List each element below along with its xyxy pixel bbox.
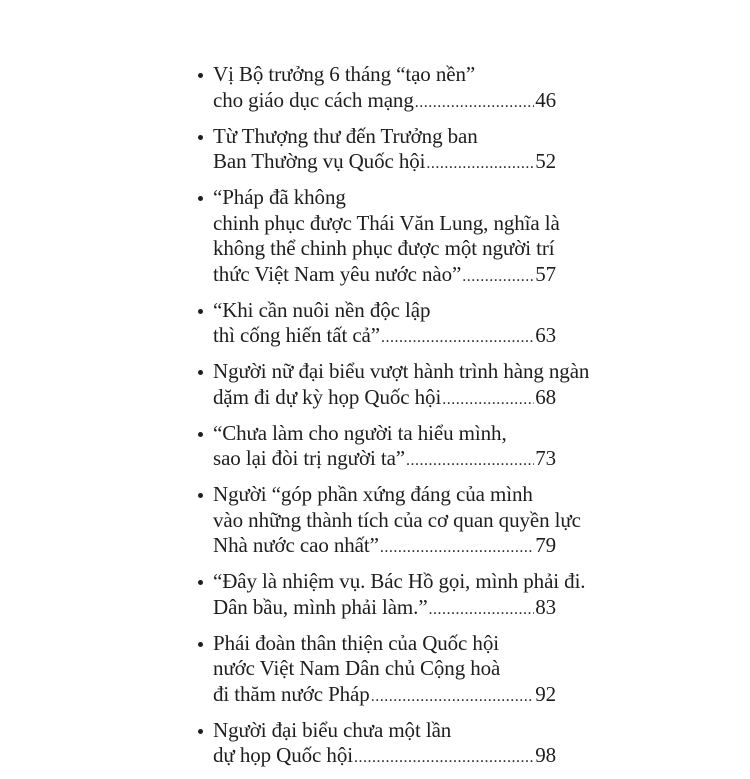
page-number: 83 [535,594,556,619]
bullet-icon [198,309,203,314]
entry-title-line: Người “góp phần xứng đáng của mình [213,482,533,506]
bullet-icon [198,196,203,201]
page-number: 73 [535,446,556,470]
bullet-icon [198,73,203,78]
entry-title-line: Từ Thượng thư đến Trưởng ban [213,123,478,148]
entry-title-line: Người đại biểu chưa một lần [213,717,452,742]
bullet-icon [198,370,203,375]
entry-title-line: dặm đi dự kỳ họp Quốc hội [213,384,442,409]
toc-entry [196,482,581,561]
dot-leader [354,745,534,771]
entry-title-line: “Khi cần nuôi nền độc lập [213,297,431,322]
dot-leader [381,325,534,351]
page-number: 98 [535,743,556,767]
bullet-icon [198,729,203,734]
bullet-icon [198,642,203,647]
dot-leader [426,151,534,177]
dot-leader [462,264,534,290]
entry-title-line: chinh phục được Thái Văn Lung, nghĩa là [213,210,560,235]
page-number: 46 [535,87,556,112]
entry-title-line: Phái đoàn thân thiện của Quốc hội [213,630,499,655]
dot-leader [442,387,534,413]
entry-title-line: Vị Bộ trưởng 6 tháng “tạo nền” [213,62,476,86]
entry-title-line: Nhà nước cao nhất” [213,533,379,557]
toc-entry [196,421,556,474]
entry-title-line: thức Việt Nam yêu nước nào” [213,261,462,286]
entry-title-line: nước Việt Nam Dân chủ Cộng hoà [213,656,501,680]
page-number: 92 [535,681,556,706]
entry-title-line: đi thăm nước Pháp [213,681,370,706]
entry-title-line: Ban Thường vụ Quốc hội [213,149,426,173]
toc-entry [196,718,556,771]
toc-entry [196,359,590,412]
page-number: 63 [535,323,556,347]
entry-title-line: dự họp Quốc hội [213,743,353,767]
bullet-icon [198,493,203,498]
entry-title-line: thì cống hiến tất cả” [213,323,380,347]
entry-title-line: Dân bầu, mình phải làm.” [213,594,428,619]
toc-entry [196,631,556,710]
dot-leader [380,535,534,561]
toc-entry [196,62,556,115]
bullet-icon [198,135,203,140]
bullet-icon [198,432,203,437]
page-number: 57 [535,261,556,286]
toc-entry [196,569,586,622]
toc-entry [196,124,556,177]
page-number: 68 [535,384,556,409]
page-number: 79 [535,533,556,557]
bullet-icon [198,580,203,585]
dot-leader [371,684,535,710]
entry-title-line: vào những thành tích của cơ quan quyền lực [213,507,581,532]
entry-title-line: không thể chinh phục được một người trí [213,236,555,260]
entry-title-line: “Chưa làm cho người ta hiểu mình, [213,420,507,445]
entry-title-line: Người nữ đại biểu vượt hành trình hàng ngàn [213,359,590,383]
entry-title-line: “Đây là nhiệm vụ. Bác Hồ gọi, mình phải đi. [213,569,586,593]
dot-leader [429,597,535,623]
toc-entry [196,185,560,289]
page-number: 52 [535,149,556,173]
table-of-contents [196,62,590,779]
dot-leader [415,90,534,116]
dot-leader [406,448,534,474]
entry-title-line: sao lại đòi trị người ta” [213,446,406,470]
toc-entry [196,298,556,351]
entry-title-line: cho giáo dục cách mạng [213,87,414,112]
entry-title-line: “Pháp đã không [213,185,346,209]
